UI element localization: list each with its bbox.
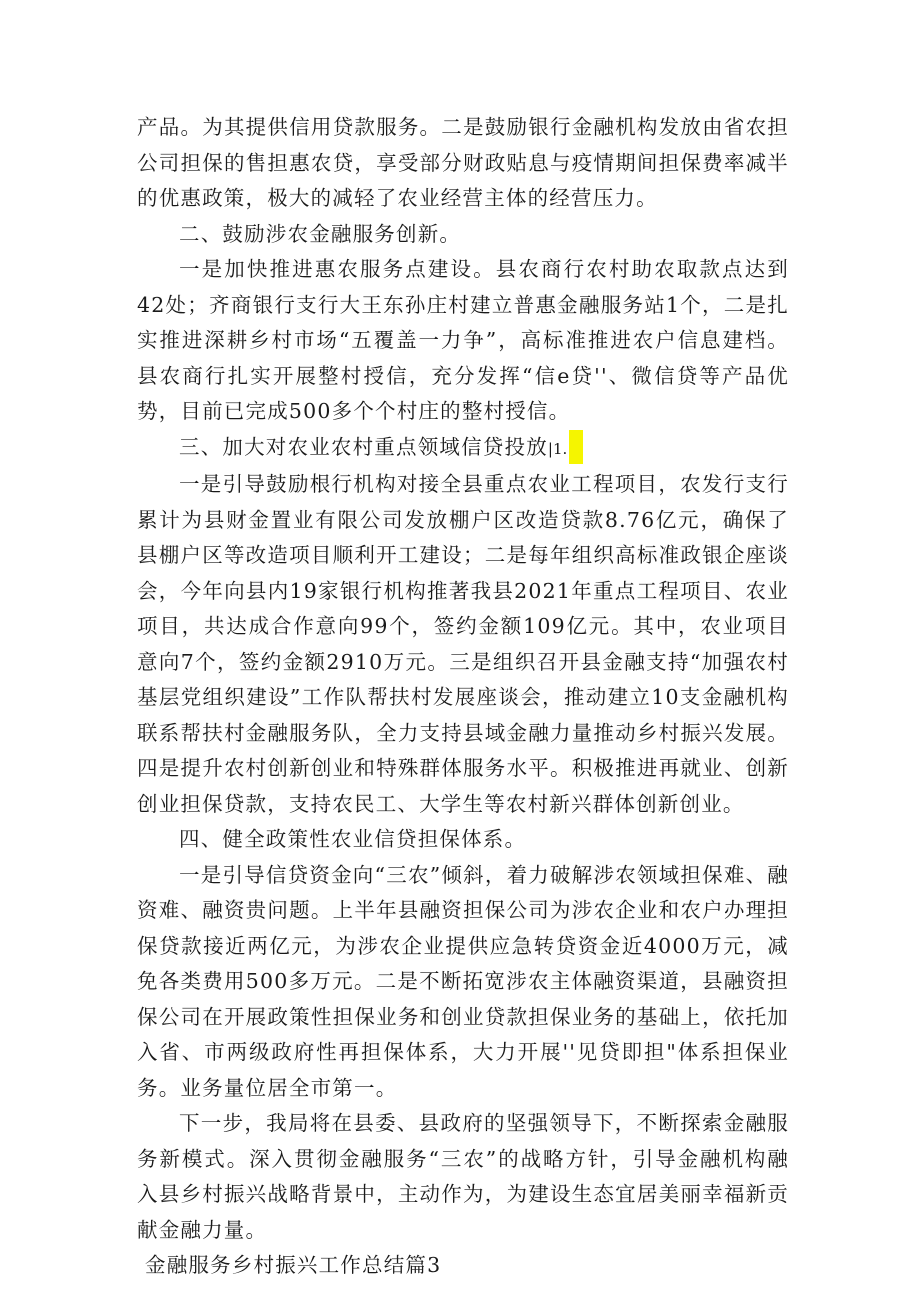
paragraph-service-points: 一是加快推进惠农服务点建设。县农商行农村助农取款点达到42处；齐商银行支行大王东孙庄村建立普惠金融服务站1个，二是扎实推进深耕乡村市场“五覆盖一力争”，高标准推进农户信息建档。县农商行扎实开展整村授信，充分发挥“信e贷''、微信贷等产品优势，目前已完成500多个个村庄的整村授信。 (137, 257, 789, 423)
paragraph-next-steps: 下一步，我局将在县委、县政府的坚强领导下，不断探索金融服务新模式。深入贯彻金融服务“三农”的战略方针，引导金融机构融入县乡村振兴战略背景中，主动作为，为建设生态宜居美丽幸福新贡献金融力量。 (137, 1111, 789, 1242)
highlight-marker (569, 430, 583, 464)
paragraph-agricultural-projects: 一是引导鼓励根行机构对接全县重点农业工程项目，农发行支行累计为县财金置业有限公司发放棚户区改造贷款8.76亿元，确保了县棚户区等改造项目顺利开工建设；二是每年组织高标准政银企座谈会，今年向县内19家银行机构推著我县2021年重点工程项目、农业项目，共达成合作意向99个，签约金额109亿元。其中，农业项目意向7个，签约金额2910万元。三是组织召开县金融支持“加强农村基层党组织建设”工作队帮扶村发展座谈会，推动建立10支金融机构联系帮扶村金融服务队，全力支持县域金融力量推动乡村振兴发展。四是提升农村创新创业和特殊群体服务水平。积极推进再就业、创新创业担保贷款，支持农民工、大学生等农村新兴群体创新创业。 (137, 472, 789, 816)
heading-guarantee-system: 四、健全政策性农业信贷担保体系。 (179, 827, 527, 851)
paragraph-credit-loan: 产品。为其提供信用贷款服务。二是鼓励银行金融机构发放由省农担公司担保的售担惠农贷，享受部分财政贴息与疫情期间担保费率减半的优惠政策，极大的减轻了农业经营主体的经营压力。 (137, 115, 789, 210)
paragraph-guarantee-loans: 一是引导信贷资金向“三农”倾斜，着力破解涉农领域担保难、融资难、融资贵问题。上半年县融资担保公司为涉农企业和农户办理担保贷款接近两亿元，为涉农企业提供应急转贷资金近4000万元，减免各类费用500多万元。二是不断拓宽涉农主体融资渠道，县融资担保公司在开展政策性担保业务和创业贷款担保业务的基础上，依托加入省、市两级政府性再担保体系，大力开展''见贷即担"体系担保业务。业务量位居全市第一。 (137, 862, 789, 1100)
heading-marker-text: |1. (547, 439, 568, 458)
section-title-part-3: 金融服务乡村振兴工作总结篇3 (145, 1253, 442, 1277)
document-body (137, 110, 789, 1284)
heading-key-areas-text: 三、加大对农业农村重点领域信贷投放 (179, 434, 548, 459)
heading-financial-innovation: 二、鼓励涉农金融服务创新。 (179, 221, 462, 246)
heading-key-areas-lending (137, 430, 789, 468)
